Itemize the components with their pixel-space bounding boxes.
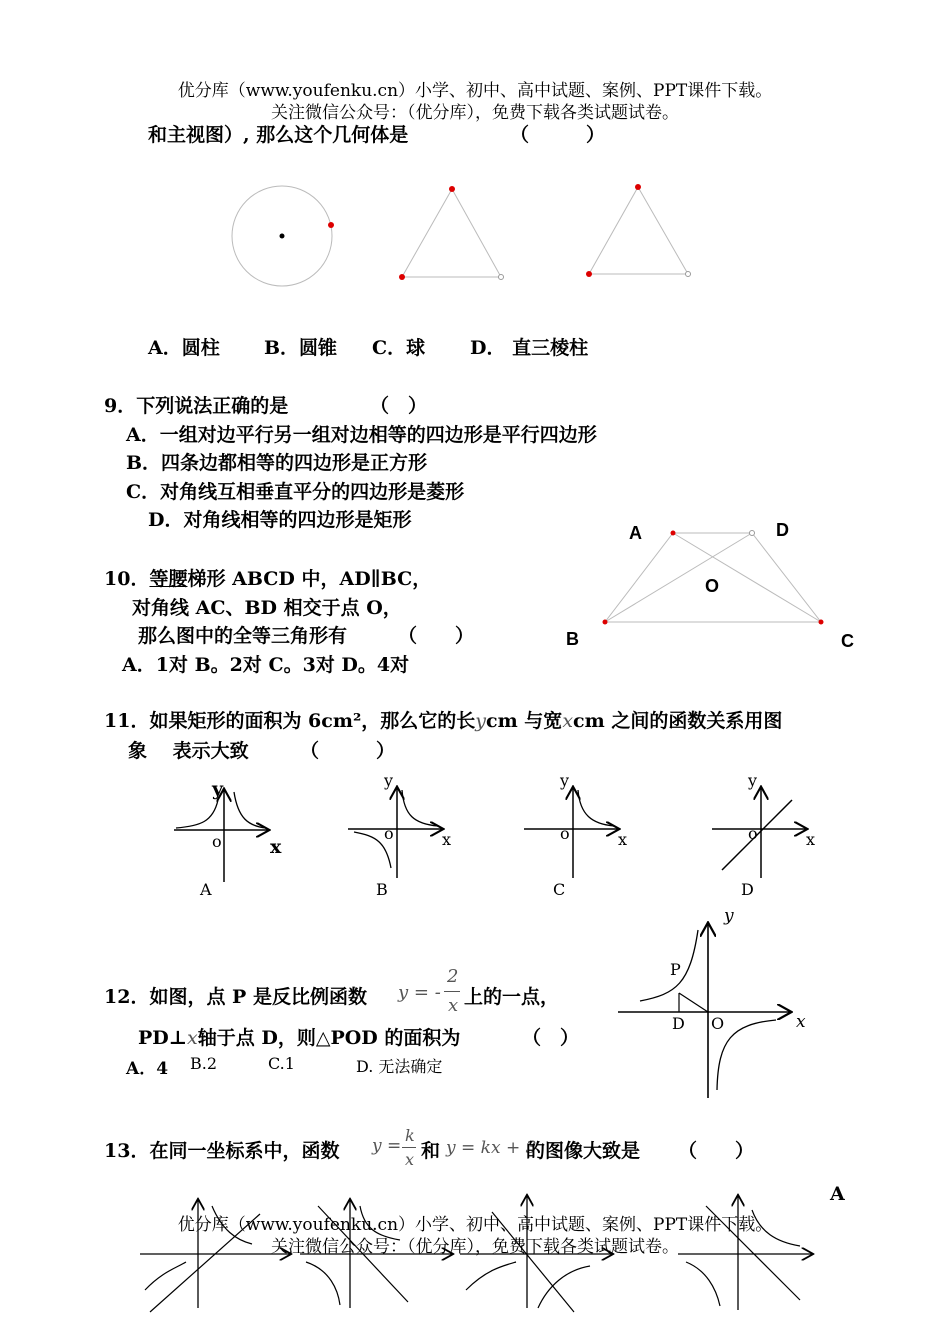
q10-label-d: D xyxy=(776,520,789,540)
q12-fig-d: D xyxy=(672,1014,685,1033)
q12-line1-a: 12．如图，点 P 是反比例函数 xyxy=(104,986,367,1008)
watermark-bottom-line2: 关注微信公众号：（优分库），免费下载各类试题试卷。 xyxy=(271,1237,679,1257)
q11-c-o: o xyxy=(560,824,570,843)
q12-formula-lhs: y = - xyxy=(398,982,441,1003)
q12-line2: PD⊥x轴于点 D，则△POD 的面积为 xyxy=(138,1027,461,1049)
q11-line1: 11．如果矩形的面积为 6cm²，那么它的长ycm 与宽xcm 之间的函数关系用图 xyxy=(104,710,783,732)
q12-fig-x: x xyxy=(796,1012,806,1032)
q11-a-caption: A xyxy=(200,880,212,899)
q11-c-caption: C xyxy=(553,880,566,899)
q12-option-c: C.1 xyxy=(268,1054,295,1073)
q10-num: 10． xyxy=(104,568,150,590)
q13-line-b: 的图像大致是 xyxy=(526,1140,641,1162)
q9-option-c: C．对角线互相垂直平分的四边形是菱形 xyxy=(126,481,465,503)
q10-line1-rest: 梯形 ABCD 中，AD∥BC， xyxy=(187,568,432,590)
watermark-line1: 优分库（www.youfenku.cn）小学、初中、高中试题、案例、PPT课件下载。 xyxy=(177,81,773,101)
q9-option-b: B．四条边都相等的四边形是正方形 xyxy=(126,452,428,474)
q8-paren: （ ） xyxy=(510,124,606,146)
q10-label-b: B xyxy=(566,629,579,649)
q10-label-o: O xyxy=(705,576,720,596)
q10-options: A．1对 B。2对 C。3对 D。4对 xyxy=(122,654,410,676)
q12-formula-den: x xyxy=(448,995,459,1016)
q10-label-a: A xyxy=(629,523,642,543)
q12-option-a: A．4 xyxy=(126,1059,169,1079)
q13-mid: 和 xyxy=(421,1140,441,1162)
q11-d-caption: D xyxy=(741,880,754,899)
q11-d-o: o xyxy=(748,824,758,843)
watermark-bottom-line1: 优分库（www.youfenku.cn）小学、初中、高中试题、案例、PPT课件下载。 xyxy=(177,1215,773,1235)
q12-fig-o: O xyxy=(711,1014,725,1033)
q10-paren: （ ） xyxy=(398,625,475,647)
q10-line2: 对角线 AC、BD 相交于点 O， xyxy=(132,597,402,619)
q12-paren: （ ） xyxy=(522,1027,580,1049)
q13-line-a: 13．在同一坐标系中，函数 xyxy=(104,1140,340,1162)
q11-a-x: x xyxy=(270,836,282,858)
q10-underlined: 等腰 xyxy=(149,568,188,590)
q10-line3: 那么图中的全等三角形有 xyxy=(138,625,348,647)
q9-option-a: A．一组对边平行另一组对边相等的四边形是平行四边形 xyxy=(126,424,597,446)
q12-formula-num: 2 xyxy=(447,966,459,987)
q10-label-c: C xyxy=(841,631,854,651)
q12-fig-y: y xyxy=(724,906,734,926)
q11-a-y: y xyxy=(212,778,224,800)
q8-option-a: A．圆柱 xyxy=(148,337,220,359)
q13-corner-label: A xyxy=(830,1183,845,1205)
q13-paren: （ ） xyxy=(678,1140,755,1162)
q9-option-d: D．对角线相等的四边形是矩形 xyxy=(148,509,412,531)
watermark-line2: 关注微信公众号：（优分库），免费下载各类试题试卷。 xyxy=(271,103,679,123)
q12-fig-p: P xyxy=(670,960,681,979)
q11-b-caption: B xyxy=(376,880,388,899)
q8-stem: 和主视图）, 那么这个几何体是 xyxy=(148,124,409,146)
q8-option-b: B．圆锥 xyxy=(264,337,338,359)
q12-option-b: B.2 xyxy=(190,1054,218,1073)
q11-line2: 象 表示大致 xyxy=(128,740,249,762)
q11-c-x: x xyxy=(618,830,628,849)
q11-b-o: o xyxy=(384,824,394,843)
q12-option-d: D. 无法确定 xyxy=(356,1057,443,1076)
q13-f2: y = kx + 3 xyxy=(446,1138,537,1158)
q11-c-y: y xyxy=(560,771,570,790)
q8-option-c: C．球 xyxy=(372,337,426,359)
q11-b-y: y xyxy=(384,771,394,790)
q11-d-y: y xyxy=(748,771,758,790)
q11-d-x: x xyxy=(806,830,816,849)
q12-line1-b: 上的一点， xyxy=(464,986,560,1008)
q8-option-d: D． 直三棱柱 xyxy=(470,337,589,359)
q9-paren: （ ） xyxy=(370,395,428,417)
q11-b-x: x xyxy=(442,830,452,849)
q11-paren: （ ） xyxy=(300,740,396,762)
q11-a-o: o xyxy=(212,832,222,851)
q13-f1-den: x xyxy=(405,1150,415,1169)
q9-stem: 9．下列说法正确的是 xyxy=(104,395,289,417)
q13-f1-num: k xyxy=(405,1126,415,1145)
q13-f1-lhs: y = xyxy=(372,1136,402,1156)
